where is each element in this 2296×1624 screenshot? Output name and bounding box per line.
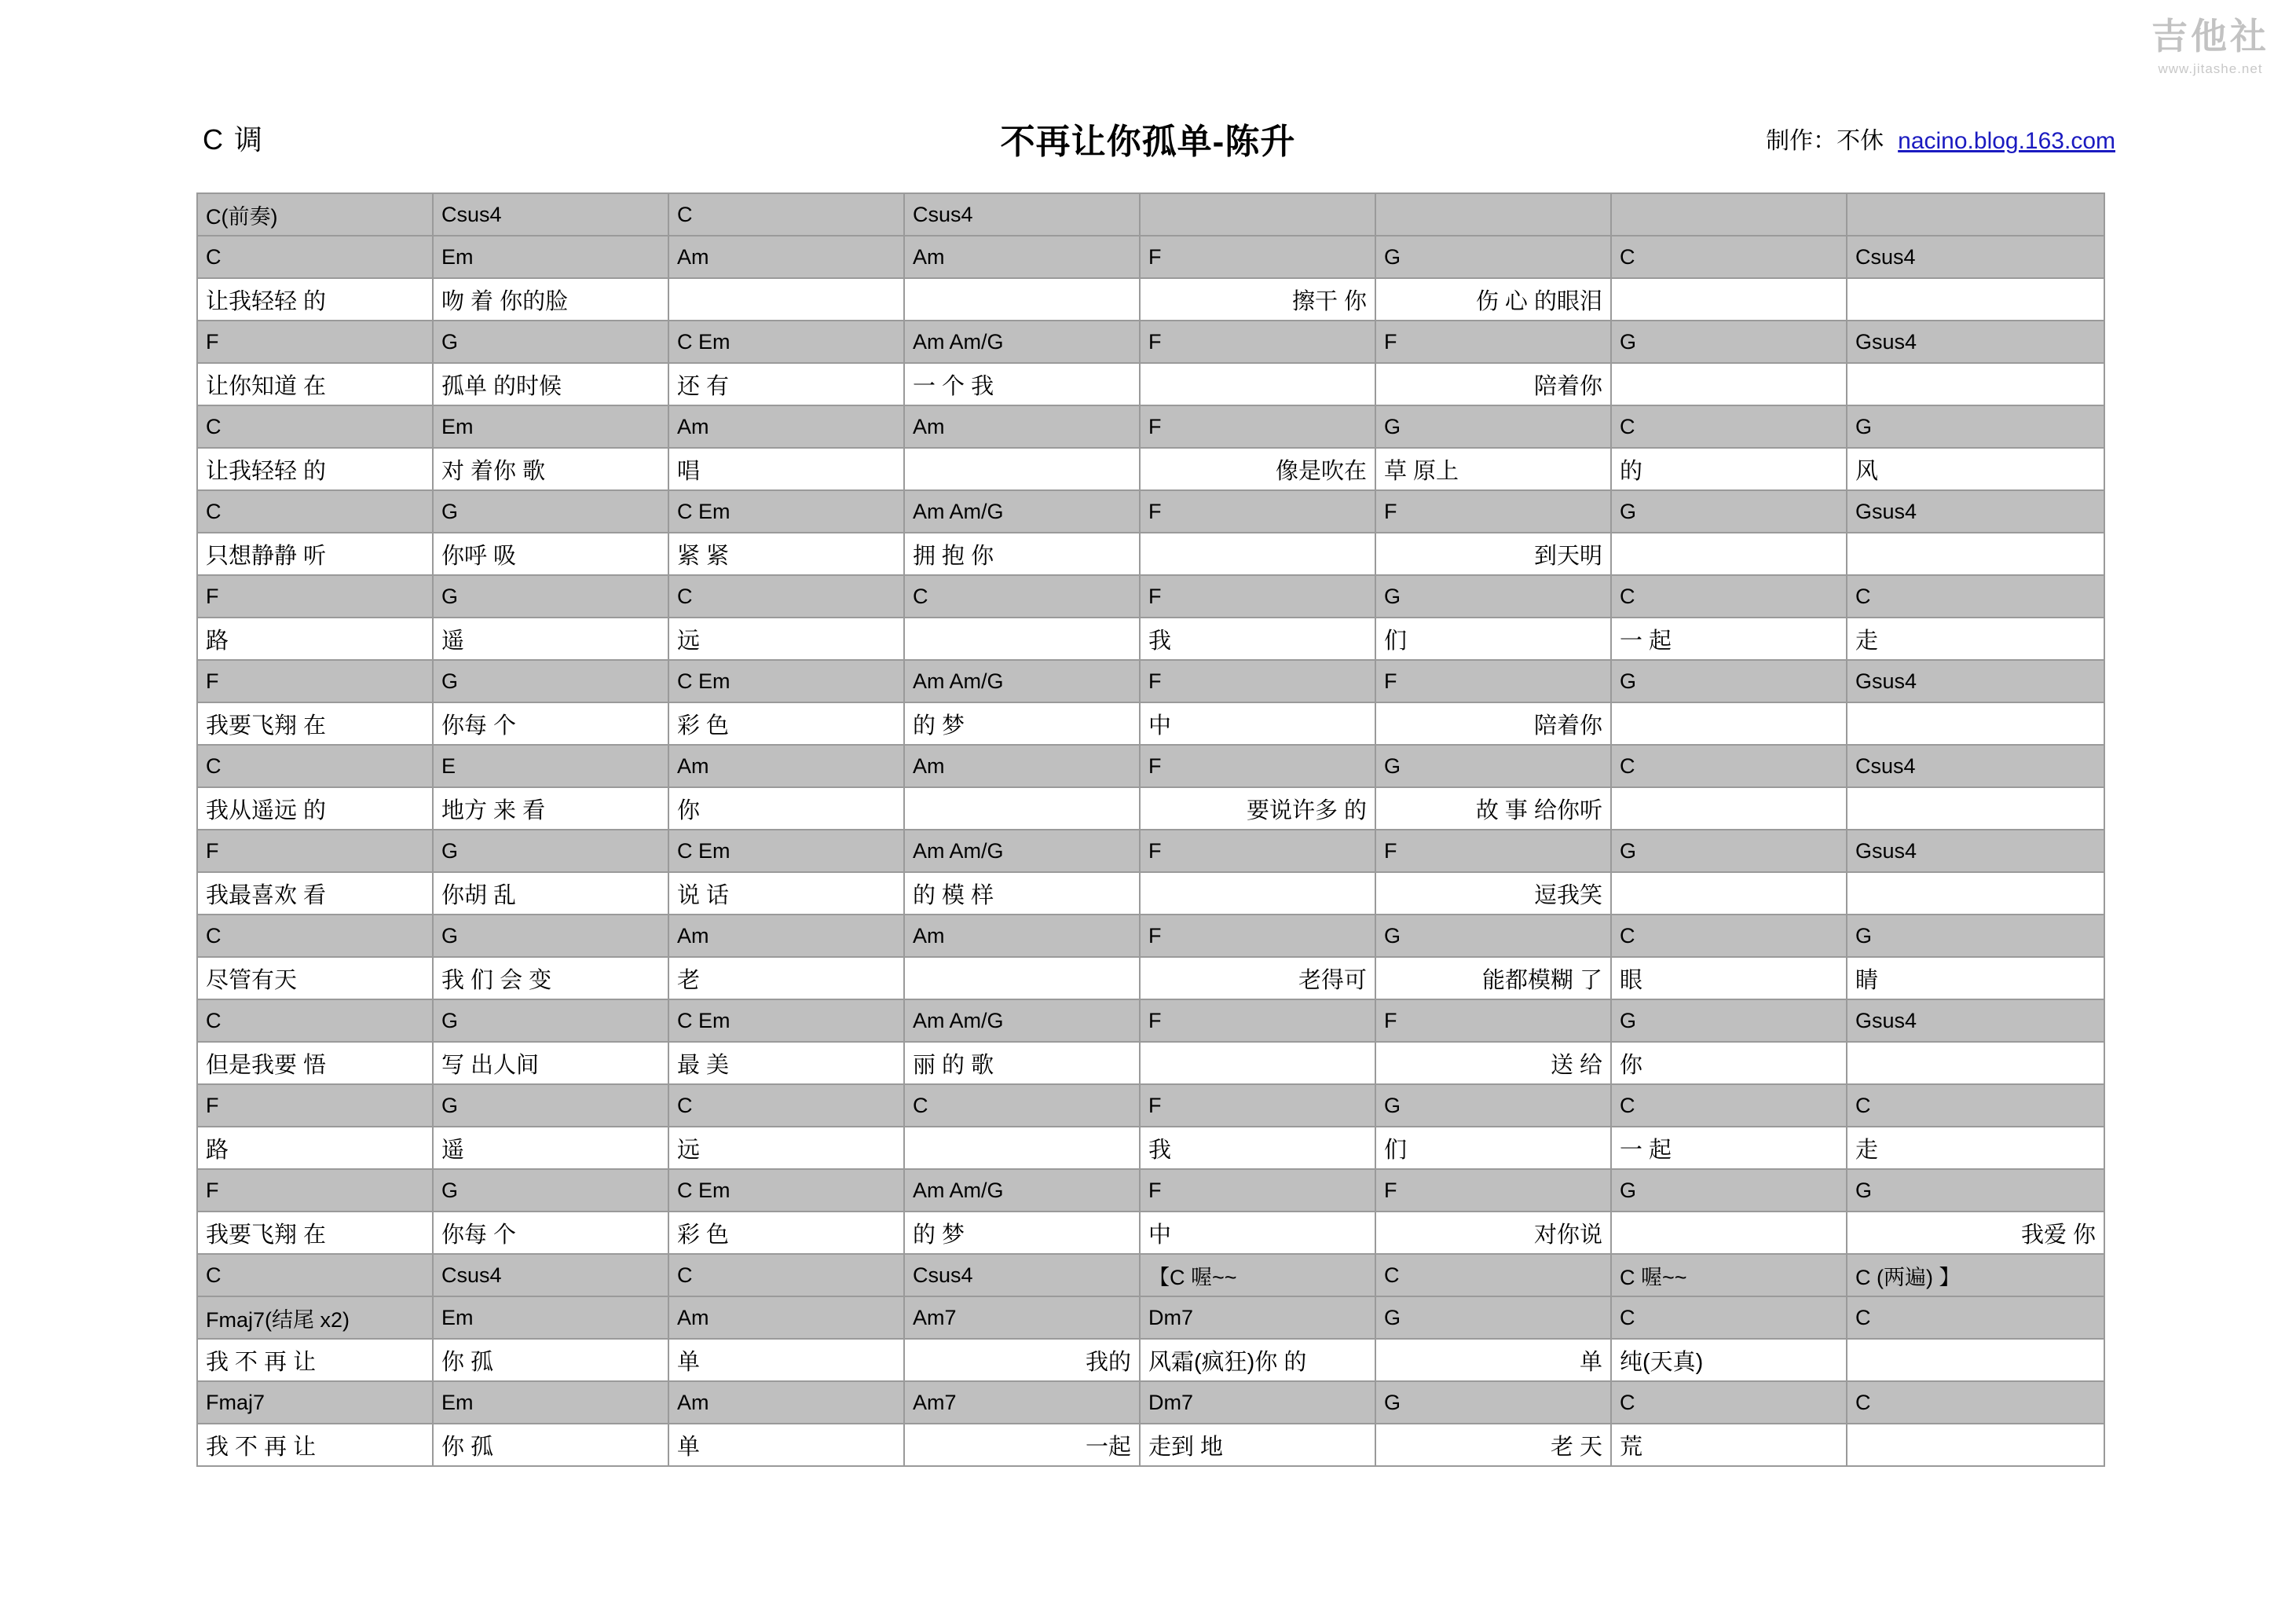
chord-cell: C(前奏) [197, 193, 433, 236]
lyric-cell: 我 [1140, 618, 1375, 660]
chord-cell: Am7 [904, 1296, 1140, 1339]
lyric-cell: 你 孤 [433, 1339, 668, 1381]
lyric-row [197, 872, 2104, 915]
lyric-cell: 只想静静 听 [197, 533, 433, 575]
lyric-cell: 我 不 再 让 [197, 1339, 433, 1381]
lyric-cell: 让你知道 在 [197, 363, 433, 405]
lyric-cell: 一 起 [1611, 1127, 1847, 1169]
lyric-cell: 要说许多 的 [1140, 787, 1375, 830]
lyric-row [197, 363, 2104, 405]
chord-cell: Gsus4 [1847, 999, 2104, 1042]
lyric-cell [1611, 702, 1847, 745]
lyric-cell: 遥 [433, 1127, 668, 1169]
lyric-cell [904, 448, 1140, 490]
lyric-cell: 但是我要 悟 [197, 1042, 433, 1084]
chord-cell: G [1611, 321, 1847, 363]
lyric-cell [1847, 1042, 2104, 1084]
chord-cell: Am [904, 915, 1140, 957]
chord-cell: C (两遍) 】 [1847, 1254, 2104, 1296]
lyric-cell: 陪着你 [1375, 702, 1611, 745]
key-label: C 调 [203, 123, 265, 156]
lyric-cell: 我最喜欢 看 [197, 872, 433, 915]
chord-cell: F [1140, 999, 1375, 1042]
chord-cell: Csus4 [1847, 745, 2104, 787]
lyric-row [197, 278, 2104, 321]
lyric-cell [904, 618, 1140, 660]
chord-cell: G [1611, 999, 1847, 1042]
lyric-cell [1611, 363, 1847, 405]
chord-cell: G [433, 1084, 668, 1127]
lyric-cell: 的 梦 [904, 1212, 1140, 1254]
chord-cell [1611, 193, 1847, 236]
lyric-cell: 一 起 [1611, 618, 1847, 660]
chord-cell: G [433, 660, 668, 702]
lyric-cell: 逗我笑 [1375, 872, 1611, 915]
watermark-url: www.jitashe.net [2158, 61, 2263, 76]
chord-cell: F [1140, 915, 1375, 957]
lyric-cell: 陪着你 [1375, 363, 1611, 405]
chord-cell: G [1375, 405, 1611, 448]
chord-cell: Am [904, 236, 1140, 278]
lyric-cell [904, 1127, 1140, 1169]
chord-cell: G [1375, 1084, 1611, 1127]
chord-cell: Gsus4 [1847, 321, 2104, 363]
chord-cell: Em [433, 405, 668, 448]
lyric-cell: 你每 个 [433, 702, 668, 745]
chord-cell: Am [668, 1296, 904, 1339]
lyric-cell [904, 278, 1140, 321]
chord-cell: C [197, 490, 433, 533]
lyric-cell: 路 [197, 618, 433, 660]
lyric-cell: 让我轻轻 的 [197, 278, 433, 321]
chord-cell: Am Am/G [904, 999, 1140, 1042]
lyric-cell [1611, 787, 1847, 830]
lyric-cell: 的 [1611, 448, 1847, 490]
chord-cell: F [1140, 1084, 1375, 1127]
chord-cell: C [197, 745, 433, 787]
chord-cell: Csus4 [433, 1254, 668, 1296]
chord-cell: F [1140, 321, 1375, 363]
lyric-cell: 我从遥远 的 [197, 787, 433, 830]
chord-cell: Dm7 [1140, 1296, 1375, 1339]
lyric-cell: 我 们 会 变 [433, 957, 668, 999]
lyric-cell: 荒 [1611, 1424, 1847, 1466]
lyric-cell [1611, 1212, 1847, 1254]
lyric-cell: 说 话 [668, 872, 904, 915]
chord-cell: C [1847, 575, 2104, 618]
lyric-cell: 我的 [904, 1339, 1140, 1381]
lyric-row [197, 1339, 2104, 1381]
chord-cell: C [1611, 1381, 1847, 1424]
lyric-cell: 送 给 [1375, 1042, 1611, 1084]
watermark [2151, 8, 2269, 77]
document-header [0, 118, 2296, 165]
chord-cell: C [197, 915, 433, 957]
lyric-cell [1847, 787, 2104, 830]
chord-cell: Fmaj7 [197, 1381, 433, 1424]
lyric-cell: 你每 个 [433, 1212, 668, 1254]
lyric-cell: 对你说 [1375, 1212, 1611, 1254]
chord-cell: C Em [668, 490, 904, 533]
lyric-row [197, 448, 2104, 490]
lyric-row [197, 618, 2104, 660]
chord-cell: C [1611, 745, 1847, 787]
chord-cell: G [433, 490, 668, 533]
chord-cell: 【C 喔~~ [1140, 1254, 1375, 1296]
chord-cell: Em [433, 1381, 668, 1424]
lyric-cell: 们 [1375, 1127, 1611, 1169]
chord-cell: Em [433, 1296, 668, 1339]
lyric-cell: 你 [668, 787, 904, 830]
lyric-cell: 我 [1140, 1127, 1375, 1169]
chord-cell: G [1611, 490, 1847, 533]
chord-cell: G [1847, 405, 2104, 448]
lyric-cell [1847, 363, 2104, 405]
lyric-cell: 最 美 [668, 1042, 904, 1084]
chord-cell: G [1375, 575, 1611, 618]
lyric-cell: 能都模糊 了 [1375, 957, 1611, 999]
lyric-cell: 一起 [904, 1424, 1140, 1466]
chord-cell: Gsus4 [1847, 490, 2104, 533]
chord-cell: C [1611, 1084, 1847, 1127]
chord-cell: F [197, 830, 433, 872]
chord-cell: G [1375, 1381, 1611, 1424]
chord-cell: F [197, 1169, 433, 1212]
lyric-cell: 老 [668, 957, 904, 999]
chord-cell: Csus4 [904, 193, 1140, 236]
lyric-cell: 中 [1140, 1212, 1375, 1254]
lyric-cell: 彩 色 [668, 1212, 904, 1254]
chord-cell: Csus4 [904, 1254, 1140, 1296]
lyric-cell: 走 [1847, 618, 2104, 660]
lyric-row [197, 533, 2104, 575]
chord-cell: G [433, 915, 668, 957]
chord-cell: C [1611, 1296, 1847, 1339]
lyric-cell: 像是吹在 [1140, 448, 1375, 490]
lyric-cell: 让我轻轻 的 [197, 448, 433, 490]
chord-cell: Am [668, 1381, 904, 1424]
chord-cell: Am Am/G [904, 490, 1140, 533]
chord-cell: F [197, 321, 433, 363]
lyric-cell: 的 模 样 [904, 872, 1140, 915]
chord-sheet [196, 192, 2104, 1467]
lyric-cell: 路 [197, 1127, 433, 1169]
chord-cell: C [197, 999, 433, 1042]
lyric-cell: 写 出人间 [433, 1042, 668, 1084]
lyric-cell [668, 278, 904, 321]
lyric-cell [1611, 533, 1847, 575]
lyric-cell: 你胡 乱 [433, 872, 668, 915]
chord-row [197, 405, 2104, 448]
chord-cell: C [904, 1084, 1140, 1127]
lyric-cell: 单 [668, 1339, 904, 1381]
lyric-cell: 尽管有天 [197, 957, 433, 999]
chord-cell: C [1611, 915, 1847, 957]
lyric-cell [1140, 363, 1375, 405]
chord-cell: Am [668, 405, 904, 448]
watermark-title: 吉他社 [2151, 16, 2269, 57]
chord-cell: C [1847, 1296, 2104, 1339]
lyric-cell: 走 [1847, 1127, 2104, 1169]
page-title: 不再让你孤单-陈升 [1000, 123, 1296, 161]
chord-cell: C Em [668, 830, 904, 872]
chord-cell: G [1375, 1296, 1611, 1339]
chord-row [197, 999, 2104, 1042]
chord-row [197, 1254, 2104, 1296]
chord-sheet-table [196, 192, 2105, 1467]
lyric-cell: 故 事 给你听 [1375, 787, 1611, 830]
lyric-cell: 我要飞翔 在 [197, 1212, 433, 1254]
lyric-cell: 走到 地 [1140, 1424, 1375, 1466]
chord-row [197, 915, 2104, 957]
chord-cell: Am Am/G [904, 321, 1140, 363]
lyric-cell: 远 [668, 618, 904, 660]
chord-cell: G [1611, 1169, 1847, 1212]
lyric-cell [1847, 872, 2104, 915]
chord-cell: G [1375, 236, 1611, 278]
lyric-cell: 风霜(疯狂)你 的 [1140, 1339, 1375, 1381]
chord-cell: C [197, 405, 433, 448]
lyric-cell: 的 梦 [904, 702, 1140, 745]
chord-cell [1847, 193, 2104, 236]
chord-cell: F [1375, 490, 1611, 533]
chord-cell: Am Am/G [904, 830, 1140, 872]
chord-cell: Am [668, 915, 904, 957]
chord-cell: G [1847, 1169, 2104, 1212]
lyric-cell: 老得可 [1140, 957, 1375, 999]
lyric-cell [1847, 1339, 2104, 1381]
lyric-cell: 你呼 吸 [433, 533, 668, 575]
chord-cell [1140, 193, 1375, 236]
lyric-cell: 中 [1140, 702, 1375, 745]
lyric-cell [1847, 278, 2104, 321]
lyric-cell [904, 957, 1140, 999]
chord-cell: Am [668, 236, 904, 278]
credit-blog-link[interactable]: nacino.blog.163.com [1898, 128, 2115, 154]
lyric-cell: 紧 紧 [668, 533, 904, 575]
chord-cell: C Em [668, 999, 904, 1042]
lyric-cell: 眼 [1611, 957, 1847, 999]
lyric-cell [904, 787, 1140, 830]
chord-cell: Fmaj7(结尾 x2) [197, 1296, 433, 1339]
chord-cell [1375, 193, 1611, 236]
chord-cell: Csus4 [433, 193, 668, 236]
lyric-cell: 一 个 我 [904, 363, 1140, 405]
lyric-cell [1847, 1424, 2104, 1466]
lyric-cell: 单 [668, 1424, 904, 1466]
chord-cell: F [197, 660, 433, 702]
chord-cell: C Em [668, 660, 904, 702]
lyric-row [197, 957, 2104, 999]
lyric-cell: 还 有 [668, 363, 904, 405]
lyric-cell: 草 原上 [1375, 448, 1611, 490]
chord-row [197, 1169, 2104, 1212]
chord-cell: C [1611, 236, 1847, 278]
chord-row [197, 575, 2104, 618]
lyric-cell: 远 [668, 1127, 904, 1169]
chord-cell: F [1140, 660, 1375, 702]
chord-row [197, 236, 2104, 278]
chord-cell: C [668, 193, 904, 236]
lyric-cell: 唱 [668, 448, 904, 490]
chord-cell: Am7 [904, 1381, 1140, 1424]
chord-cell: F [1375, 321, 1611, 363]
lyric-row [197, 702, 2104, 745]
lyric-row [197, 1127, 2104, 1169]
lyric-cell: 老 天 [1375, 1424, 1611, 1466]
lyric-cell: 丽 的 歌 [904, 1042, 1140, 1084]
chord-cell: G [433, 999, 668, 1042]
chord-cell: F [1140, 575, 1375, 618]
chord-cell: Em [433, 236, 668, 278]
lyric-cell: 我 不 再 让 [197, 1424, 433, 1466]
lyric-cell [1140, 1042, 1375, 1084]
chord-cell: G [1375, 745, 1611, 787]
lyric-cell: 你 孤 [433, 1424, 668, 1466]
lyric-cell: 我要飞翔 在 [197, 702, 433, 745]
lyric-row [197, 1212, 2104, 1254]
lyric-cell: 纯(天真) [1611, 1339, 1847, 1381]
chord-cell: F [1375, 660, 1611, 702]
lyric-cell: 到天明 [1375, 533, 1611, 575]
lyric-cell [1611, 278, 1847, 321]
chord-row [197, 660, 2104, 702]
chord-row [197, 1381, 2104, 1424]
chord-cell: C 喔~~ [1611, 1254, 1847, 1296]
chord-cell: G [433, 1169, 668, 1212]
chord-cell: C [668, 1084, 904, 1127]
chord-cell: C [668, 1254, 904, 1296]
chord-cell: Am [668, 745, 904, 787]
chord-cell: G [433, 321, 668, 363]
chord-cell: F [1140, 830, 1375, 872]
chord-cell: Am Am/G [904, 660, 1140, 702]
chord-cell: C [197, 1254, 433, 1296]
lyric-cell: 吻 着 你的脸 [433, 278, 668, 321]
chord-row [197, 490, 2104, 533]
chord-cell: G [1847, 915, 2104, 957]
lyric-row [197, 1424, 2104, 1466]
chord-cell: F [1375, 999, 1611, 1042]
lyric-cell: 们 [1375, 618, 1611, 660]
lyric-cell [1140, 533, 1375, 575]
lyric-cell [1847, 702, 2104, 745]
lyric-cell: 伤 心 的眼泪 [1375, 278, 1611, 321]
chord-cell: F [1375, 830, 1611, 872]
chord-cell: Gsus4 [1847, 660, 2104, 702]
chord-cell: C [1847, 1084, 2104, 1127]
chord-cell: F [1140, 745, 1375, 787]
chord-cell: C [668, 575, 904, 618]
chord-row [197, 1084, 2104, 1127]
chord-cell: F [1140, 490, 1375, 533]
lyric-cell: 彩 色 [668, 702, 904, 745]
chord-cell: E [433, 745, 668, 787]
chord-cell: F [1375, 1169, 1611, 1212]
chord-cell: C [904, 575, 1140, 618]
chord-cell: G [1611, 660, 1847, 702]
chord-cell: C [1847, 1381, 2104, 1424]
chord-cell: Dm7 [1140, 1381, 1375, 1424]
chord-cell: F [1140, 236, 1375, 278]
chord-cell: Am Am/G [904, 1169, 1140, 1212]
lyric-cell: 风 [1847, 448, 2104, 490]
lyric-cell: 地方 来 看 [433, 787, 668, 830]
lyric-cell [1847, 533, 2104, 575]
credit [1766, 121, 2115, 156]
chord-cell: G [433, 830, 668, 872]
chord-cell: G [433, 575, 668, 618]
lyric-cell [1140, 872, 1375, 915]
lyric-cell: 擦干 你 [1140, 278, 1375, 321]
chord-cell: G [1611, 830, 1847, 872]
chord-row [197, 193, 2104, 236]
lyric-cell: 我爱 你 [1847, 1212, 2104, 1254]
chord-cell: Gsus4 [1847, 830, 2104, 872]
chord-row [197, 745, 2104, 787]
chord-cell: Am [904, 405, 1140, 448]
chord-cell: F [1140, 1169, 1375, 1212]
lyric-cell: 拥 抱 你 [904, 533, 1140, 575]
lyric-row [197, 1042, 2104, 1084]
lyric-cell: 单 [1375, 1339, 1611, 1381]
lyric-cell: 睛 [1847, 957, 2104, 999]
lyric-cell: 孤单 的时候 [433, 363, 668, 405]
lyric-cell: 遥 [433, 618, 668, 660]
chord-row [197, 321, 2104, 363]
chord-row [197, 1296, 2104, 1339]
credit-author: 制作：不休 [1766, 128, 1884, 154]
chord-cell: C Em [668, 1169, 904, 1212]
lyric-cell: 你 [1611, 1042, 1847, 1084]
chord-cell: F [197, 1084, 433, 1127]
chord-cell: C Em [668, 321, 904, 363]
chord-cell: F [1140, 405, 1375, 448]
chord-cell: C [1611, 575, 1847, 618]
chord-cell: C [1611, 405, 1847, 448]
chord-cell: Am [904, 745, 1140, 787]
lyric-cell [1611, 872, 1847, 915]
chord-cell: G [1375, 915, 1611, 957]
chord-cell: F [197, 575, 433, 618]
lyric-cell: 对 着你 歌 [433, 448, 668, 490]
chord-cell: C [197, 236, 433, 278]
lyric-row [197, 787, 2104, 830]
chord-cell: Csus4 [1847, 236, 2104, 278]
chord-row [197, 830, 2104, 872]
chord-cell: C [1375, 1254, 1611, 1296]
